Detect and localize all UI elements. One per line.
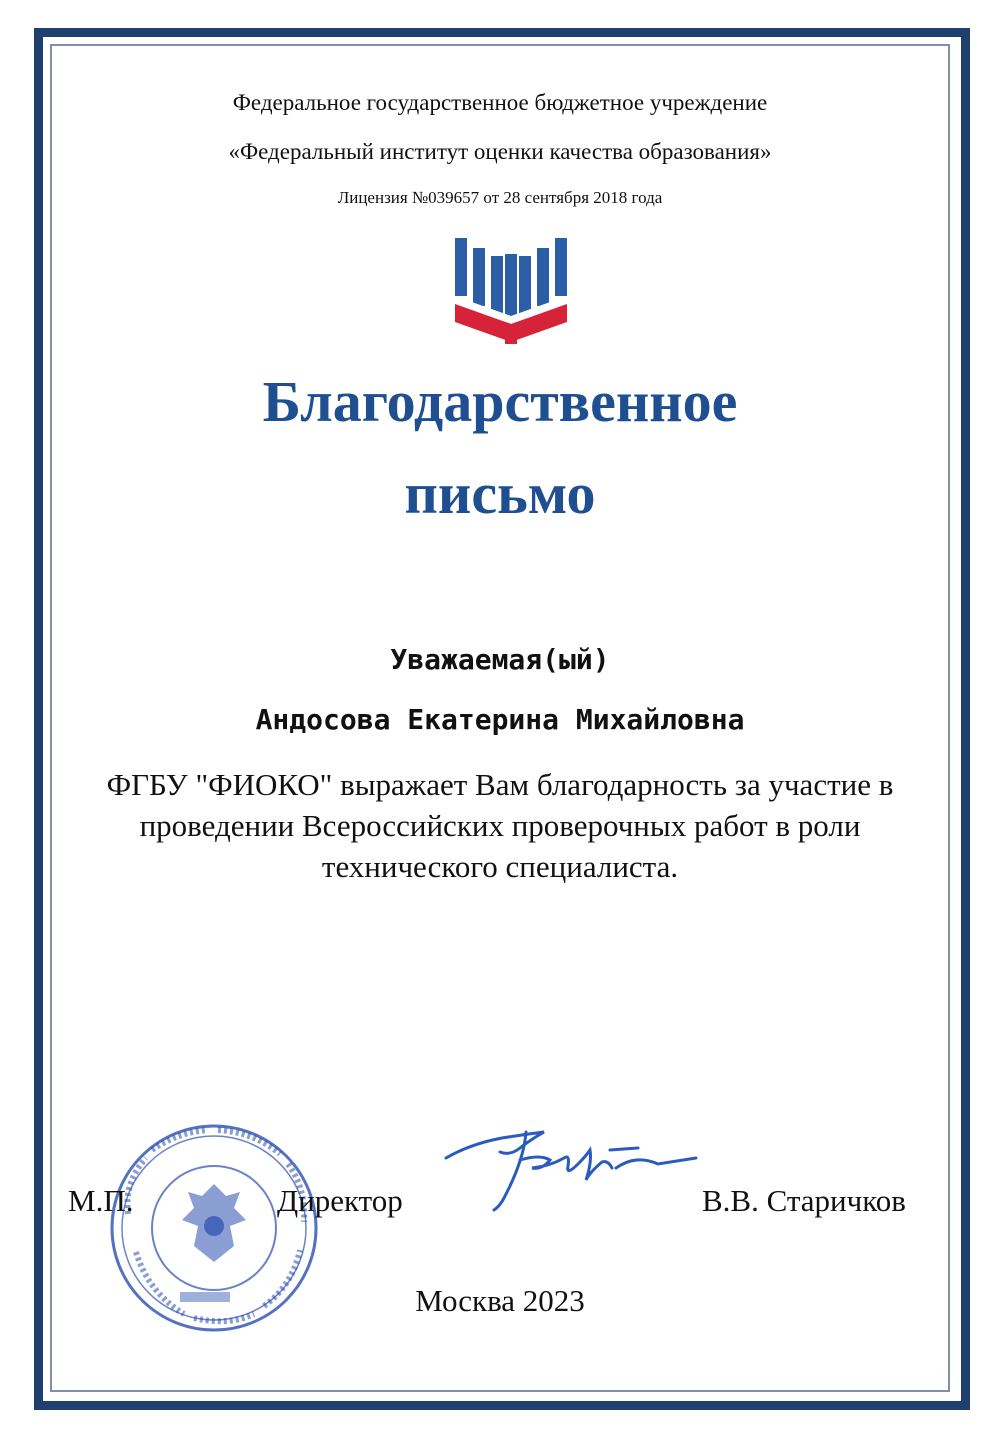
footer-place-year: Москва 2023 (415, 1283, 585, 1318)
fioko-logo-icon (455, 238, 567, 344)
organization-name-line2: «Федеральный институт оценки качества образования» (228, 139, 772, 164)
title-line2: письмо (404, 461, 596, 526)
signatory-position: Директор (277, 1183, 403, 1218)
organization-name-line1: Федеральное государственное бюджетное учреждение (232, 90, 768, 115)
greeting: Уважаемая(ый) (390, 643, 610, 676)
title-line1: Благодарственное (262, 369, 738, 434)
letter-body: ФГБУ "ФИОКО" выражает Вам благодарность за участие в проведении Всероссийских проверочных работ в роли технического специалиста. (106, 767, 894, 884)
handwritten-signature-icon (440, 1120, 702, 1215)
recipient-name: Андосова Екатерина Михайловна (255, 703, 745, 736)
director-name: В.В. Старичков (702, 1183, 906, 1218)
license-text: Лицензия №039657 от 28 сентября 2018 года (337, 188, 663, 207)
stamp-place-label: М.П. (68, 1183, 134, 1218)
